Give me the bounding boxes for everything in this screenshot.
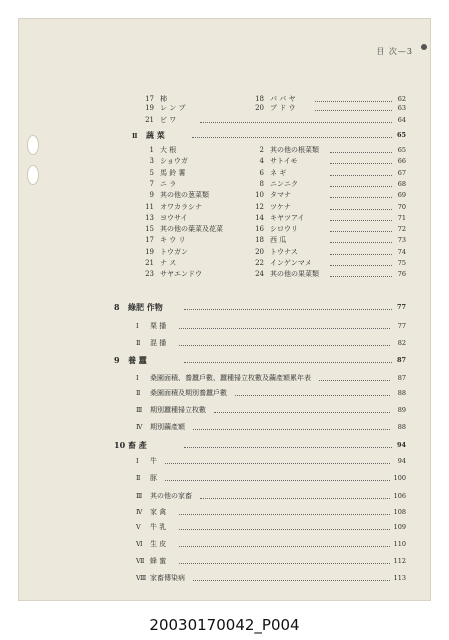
dot-leader xyxy=(330,175,392,176)
page-number: 62 xyxy=(397,95,406,103)
entry-label: ショウガ xyxy=(160,157,188,166)
entry-left xyxy=(140,169,185,178)
entry-right xyxy=(250,225,298,234)
dot-leader xyxy=(165,463,390,464)
toc-row xyxy=(136,339,406,348)
entry-label: 混 播 xyxy=(150,339,167,347)
section-title: 畜 產 xyxy=(128,440,147,450)
page-number: 112 xyxy=(393,557,406,565)
dot-leader xyxy=(330,231,392,232)
entry-right xyxy=(250,270,319,279)
entry-right xyxy=(250,180,298,189)
entry-right xyxy=(250,157,298,166)
entry-left xyxy=(140,259,176,268)
page-number: 88 xyxy=(397,389,406,397)
page-number: 76 xyxy=(397,270,406,279)
entry-number: 21 xyxy=(145,259,154,267)
entry-number: 21 xyxy=(145,116,154,124)
dot-leader xyxy=(184,447,392,448)
page-number: 66 xyxy=(397,157,406,166)
toc-row xyxy=(136,474,406,483)
entry-left xyxy=(140,236,185,245)
dot-leader xyxy=(330,276,392,277)
entry-left xyxy=(140,203,202,212)
entry-label: タマナ xyxy=(270,191,291,200)
page-number: 65 xyxy=(397,146,406,154)
entry-left xyxy=(140,270,202,279)
page-number: 68 xyxy=(397,179,406,188)
page-number: 63 xyxy=(397,104,406,112)
entry-label: 栗 播 xyxy=(150,322,167,330)
entry-label: 馬 鈴 薯 xyxy=(160,168,186,177)
page-number: 77 xyxy=(397,322,406,330)
roman-numeral: Ⅳ xyxy=(136,423,143,431)
toc-row xyxy=(136,540,406,549)
dot-leader xyxy=(179,328,390,329)
entry-label: ツケナ xyxy=(270,202,291,211)
dot-leader xyxy=(184,309,392,310)
entry-number: 8 xyxy=(259,179,264,188)
section-title: 養 蠶 xyxy=(128,355,147,365)
entry-label: 期別蠶種掃立枚數 xyxy=(150,406,206,414)
entry-number: 13 xyxy=(145,213,154,222)
toc-row xyxy=(136,557,406,566)
entry-number: 18 xyxy=(255,236,264,245)
entry-number: 7 xyxy=(149,179,154,188)
dot-leader xyxy=(330,209,392,210)
entry-left xyxy=(140,180,176,189)
page-number: 69 xyxy=(397,191,406,200)
entry-number: 12 xyxy=(255,202,264,211)
roman-numeral: Ⅴ xyxy=(136,523,141,531)
dot-leader xyxy=(330,242,392,243)
toc-row xyxy=(136,389,406,398)
roman-numeral: Ⅰ xyxy=(136,457,139,465)
page-number: 82 xyxy=(397,339,406,347)
dot-leader xyxy=(330,254,392,255)
page-number: 70 xyxy=(397,202,406,211)
entry-right xyxy=(250,248,298,257)
page-number: 77 xyxy=(396,303,406,311)
dot-leader xyxy=(330,152,392,153)
entry-label: 期別繭產額 xyxy=(150,423,185,431)
roman-numeral: Ⅱ xyxy=(136,474,141,482)
dot-leader xyxy=(184,362,392,363)
entry-label: 其の他の根菜類 xyxy=(270,146,319,154)
entry-label: サヤエンドウ xyxy=(160,270,202,279)
entry-label: 桑園面積、養蠶戶數、蠶種掃立枚數及繭產額累年表 xyxy=(150,374,311,382)
section-heading xyxy=(114,303,406,312)
dot-leader xyxy=(200,498,390,499)
entry-label: 其の他の果菜類 xyxy=(270,270,319,279)
entry-number: 24 xyxy=(255,270,264,279)
page-number: 87 xyxy=(396,356,406,364)
entry-number: 11 xyxy=(145,202,154,211)
page-number: 100 xyxy=(393,474,406,482)
entry-label: キ ウ リ xyxy=(160,236,186,245)
entry-number: 20 xyxy=(255,104,264,112)
dot-leader xyxy=(193,429,390,430)
dot-leader xyxy=(179,563,390,564)
page-number: 75 xyxy=(397,259,406,267)
entry-label: 柿 xyxy=(160,95,167,103)
roman-numeral: Ⅳ xyxy=(136,508,143,516)
entry-left xyxy=(140,225,223,234)
page-number: 67 xyxy=(397,168,406,177)
entry-left xyxy=(140,146,176,155)
dot-leader xyxy=(330,220,392,221)
section-heading xyxy=(114,356,406,365)
page-number: 71 xyxy=(397,213,406,222)
dot-leader xyxy=(179,514,390,515)
entry-number: 16 xyxy=(255,225,264,234)
entry-number: 23 xyxy=(145,270,154,279)
dot-leader xyxy=(235,395,390,396)
entry-label: 牛 xyxy=(150,457,157,465)
page-number: 109 xyxy=(393,523,406,531)
section-number: 9 xyxy=(114,355,120,365)
dot-leader xyxy=(179,546,390,547)
entry-label: 其の他の葱菜類 xyxy=(160,191,209,200)
entry-label: オワカラシナ xyxy=(160,202,202,211)
page-number: 110 xyxy=(393,540,406,548)
entry-right xyxy=(250,104,295,113)
roman-numeral: Ⅱ xyxy=(136,339,141,347)
toc-row xyxy=(136,457,406,466)
entry-number: 14 xyxy=(255,213,264,222)
page-number: 65 xyxy=(396,131,406,139)
entry-number: 3 xyxy=(149,157,154,166)
roman-numeral: Ⅰ xyxy=(136,322,139,330)
entry-label: ブ ド ウ xyxy=(270,104,296,112)
entry-left xyxy=(140,214,188,223)
entry-label: 蜂 蜜 xyxy=(150,557,167,565)
toc-row xyxy=(136,406,406,415)
document-page xyxy=(18,18,431,601)
entry-number: 19 xyxy=(145,104,154,112)
entry-left xyxy=(140,191,209,200)
entry-label: キヤツアイ xyxy=(270,213,305,222)
entry-number: 6 xyxy=(259,168,264,177)
page-reference: 目 次—3 xyxy=(376,47,413,56)
entry-label: サトイモ xyxy=(270,157,298,166)
page-number: 113 xyxy=(393,574,406,582)
dot-leader xyxy=(179,345,390,346)
entry-number: 17 xyxy=(145,236,154,245)
entry-label: ナ ス xyxy=(160,259,177,267)
dot-leader xyxy=(330,186,392,187)
entry-label: 家畜傳染病 xyxy=(150,574,185,582)
section-number: 8 xyxy=(114,302,120,312)
entry-label: インゲンマメ xyxy=(270,259,312,267)
entry-number: 9 xyxy=(149,191,154,200)
toc-row xyxy=(136,423,406,432)
entry-label: シロウリ xyxy=(270,225,298,234)
entry-label: ビ ワ xyxy=(160,116,177,124)
dot-leader xyxy=(200,122,392,123)
roman-numeral: Ⅲ xyxy=(136,406,143,414)
toc-row xyxy=(136,508,406,517)
entry-number: 2 xyxy=(259,146,264,154)
dot-leader xyxy=(330,163,392,164)
dot-leader xyxy=(319,380,390,381)
entry-number: 5 xyxy=(149,168,154,177)
entry-number: 18 xyxy=(255,95,264,103)
entry-number: 19 xyxy=(145,247,154,256)
entry-label: ニンニク xyxy=(270,179,298,188)
toc-row xyxy=(140,116,406,125)
page-number: 89 xyxy=(397,406,406,414)
entry-number: 1 xyxy=(149,146,154,154)
toc-row xyxy=(136,492,406,501)
entry-label: 家 禽 xyxy=(150,508,167,516)
roman-numeral: Ⅰ xyxy=(136,374,139,382)
dot-leader xyxy=(315,110,392,111)
roman-numeral: Ⅱ xyxy=(136,389,141,397)
entry-label: 生 皮 xyxy=(150,540,167,548)
entry-number: 10 xyxy=(255,191,264,200)
entry-right xyxy=(250,146,319,155)
page-number: 74 xyxy=(397,247,406,256)
entry-label: 西 瓜 xyxy=(270,236,287,245)
entry-left xyxy=(140,104,185,113)
punch-hole xyxy=(28,166,38,184)
dot-leader xyxy=(214,412,390,413)
entry-label: 其の他の家畜 xyxy=(150,492,192,500)
page-number: 94 xyxy=(397,457,406,465)
dot-leader xyxy=(330,265,392,266)
entry-label: ネ ギ xyxy=(270,168,287,177)
entry-label: 豚 xyxy=(150,474,157,482)
entry-label: 桑園面積及期別養蠶戶數 xyxy=(150,389,227,397)
toc-row xyxy=(136,322,406,331)
section-heading xyxy=(114,441,406,450)
entry-left xyxy=(140,248,188,257)
archive-id: 20030170042_P004 xyxy=(149,616,300,634)
page-number: 88 xyxy=(397,423,406,431)
entry-label: 其の他の葉菜及花菜 xyxy=(160,225,223,234)
roman-numeral: Ⅵ xyxy=(136,540,143,548)
entry-number: 22 xyxy=(255,259,264,267)
entry-label: ヨウサイ xyxy=(160,213,188,222)
entry-number: 4 xyxy=(259,157,264,166)
entry-label: 大 根 xyxy=(160,146,177,154)
entry-label: トウガン xyxy=(160,247,188,256)
page-number: 87 xyxy=(397,374,406,382)
entry-right xyxy=(250,203,291,212)
dot-leader xyxy=(193,580,390,581)
page-number: 72 xyxy=(397,225,406,234)
entry-number: 20 xyxy=(255,247,264,256)
entry-label: パ パ ヤ xyxy=(270,95,296,103)
entry-right xyxy=(250,169,286,178)
section-number: 10 xyxy=(114,440,126,450)
section-title: 綠肥 作物 xyxy=(128,302,163,312)
roman-numeral: Ⅲ xyxy=(136,492,143,500)
dot-leader xyxy=(192,137,392,138)
ink-dot-icon xyxy=(421,44,427,50)
dot-leader xyxy=(330,197,392,198)
entry-label: レ ン ブ xyxy=(160,104,186,112)
entry-label: 牛 乳 xyxy=(150,523,167,531)
page-number: 73 xyxy=(397,236,406,245)
toc-row xyxy=(136,523,406,532)
page-number: 106 xyxy=(393,492,406,500)
toc-row xyxy=(136,374,406,383)
roman-numeral: Ⅱ xyxy=(132,132,138,140)
entry-label: トウナス xyxy=(270,247,298,256)
roman-numeral: Ⅶ xyxy=(136,557,145,565)
entry-left xyxy=(140,95,167,104)
entry-right xyxy=(250,95,295,104)
entry-left xyxy=(140,157,188,166)
entry-label: ニ ラ xyxy=(160,179,177,188)
entry-right xyxy=(250,259,312,268)
entry-right xyxy=(250,236,286,245)
dot-leader xyxy=(315,101,392,102)
page-number: 64 xyxy=(397,116,406,124)
dot-leader xyxy=(179,529,390,530)
toc-row xyxy=(136,574,406,583)
entry-number: 17 xyxy=(145,95,154,103)
page-number: 94 xyxy=(396,441,406,449)
roman-numeral: Ⅷ xyxy=(136,574,147,582)
page-number: 108 xyxy=(393,508,406,516)
section-heading xyxy=(132,131,406,141)
entry-right xyxy=(250,214,304,223)
punch-hole xyxy=(28,136,38,154)
entry-number: 15 xyxy=(145,225,154,234)
section-title: 蔬 菜 xyxy=(146,130,165,140)
dot-leader xyxy=(165,480,390,481)
entry-right xyxy=(250,191,291,200)
